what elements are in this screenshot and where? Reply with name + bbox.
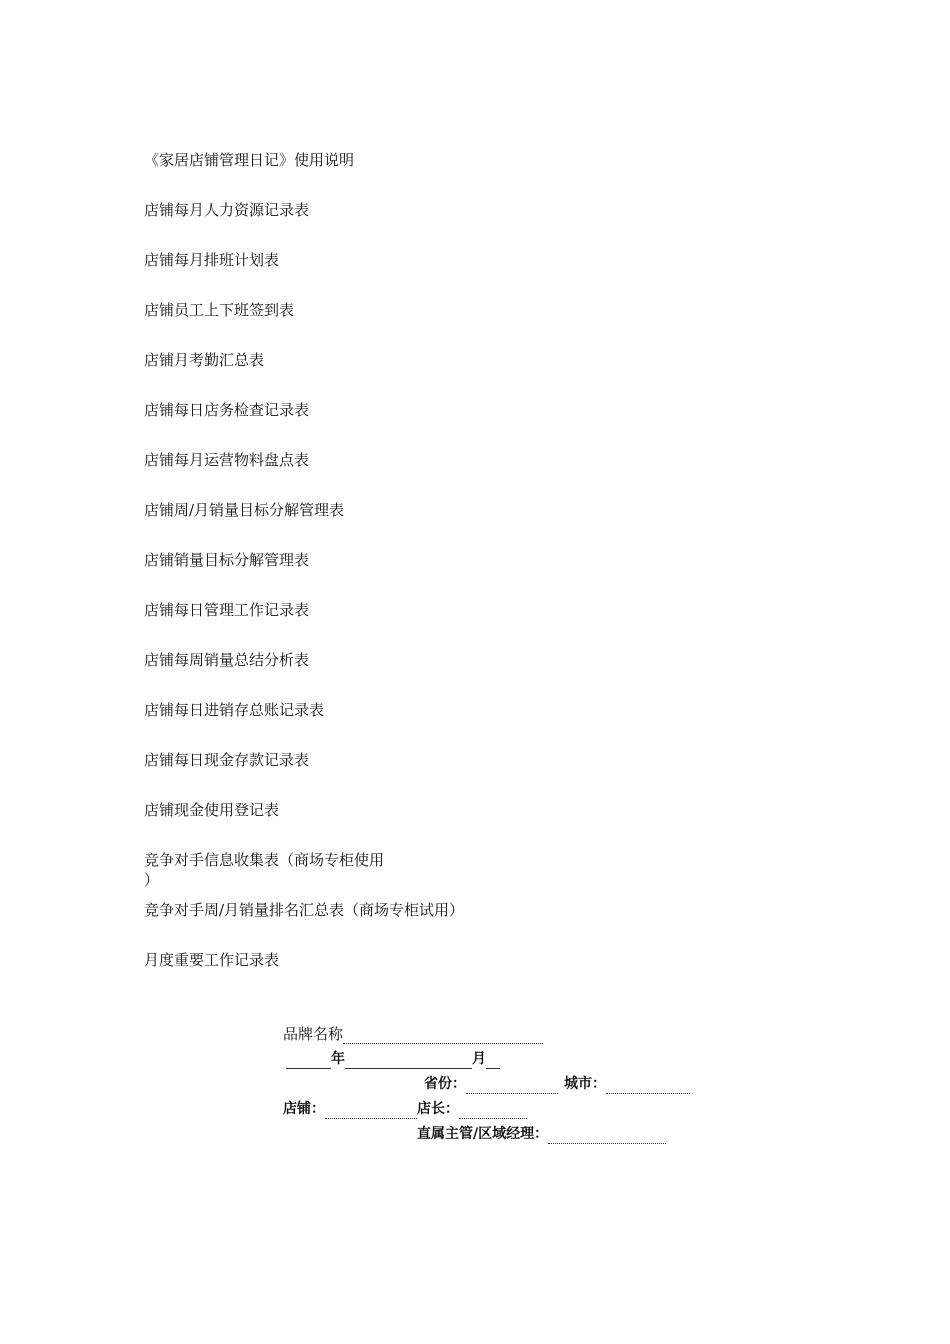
year-label: 年 xyxy=(331,1051,345,1067)
toc-item: 店铺现金使用登记表 xyxy=(144,801,280,819)
toc-item: 店铺每周销量总结分析表 xyxy=(144,651,310,669)
toc-item: 《家居店铺管理日记》使用说明 xyxy=(144,151,355,169)
store-row xyxy=(283,1099,527,1119)
city-field[interactable] xyxy=(606,1077,690,1094)
toc-item: 店铺每月排班计划表 xyxy=(144,251,280,269)
brand-field[interactable] xyxy=(343,1027,543,1044)
month-label: 月 xyxy=(472,1051,486,1067)
toc-item-line: 竞争对手信息收集表（商场专柜使用 xyxy=(144,851,385,869)
month-field[interactable] xyxy=(345,1052,472,1069)
toc-item: 店铺每日现金存款记录表 xyxy=(144,751,310,769)
toc-item: 店铺每月人力资源记录表 xyxy=(144,201,310,219)
table-of-contents xyxy=(144,150,564,1000)
toc-item: 店铺每日店务检查记录表 xyxy=(144,401,310,419)
year-field[interactable] xyxy=(286,1052,331,1069)
province-field[interactable] xyxy=(466,1077,558,1094)
city-label: 城市： xyxy=(564,1076,606,1092)
toc-item-competitor-rank: 竞争对手周/月销量排名汇总表（商场专柜试用） xyxy=(144,901,465,919)
toc-item: 店铺每月运营物料盘点表 xyxy=(144,451,310,469)
toc-item: 店铺周/月销量目标分解管理表 xyxy=(144,501,345,519)
brand-row xyxy=(283,1024,543,1044)
province-label: 省份： xyxy=(424,1076,466,1092)
supervisor-label: 直属主管/区域经理： xyxy=(417,1126,549,1142)
supervisor-row xyxy=(417,1124,666,1144)
month-tail-field[interactable] xyxy=(486,1052,500,1069)
toc-item: 店铺销量目标分解管理表 xyxy=(144,551,310,569)
location-row xyxy=(424,1074,690,1094)
toc-item-competitor-info xyxy=(144,850,564,900)
brand-label: 品牌名称 xyxy=(283,1025,344,1043)
toc-item-monthly-work: 月度重要工作记录表 xyxy=(144,951,280,969)
manager-field[interactable] xyxy=(459,1102,527,1119)
toc-item: 店铺每日管理工作记录表 xyxy=(144,601,310,619)
manager-label: 店长： xyxy=(417,1101,459,1117)
toc-item-line: ） xyxy=(144,871,160,889)
toc-item: 店铺月考勤汇总表 xyxy=(144,351,265,369)
store-field[interactable] xyxy=(325,1102,417,1119)
store-label: 店铺： xyxy=(283,1101,325,1117)
supervisor-field[interactable] xyxy=(548,1127,666,1144)
toc-item: 店铺每日进销存总账记录表 xyxy=(144,701,325,719)
date-row xyxy=(286,1049,500,1069)
toc-item: 店铺员工上下班签到表 xyxy=(144,301,295,319)
